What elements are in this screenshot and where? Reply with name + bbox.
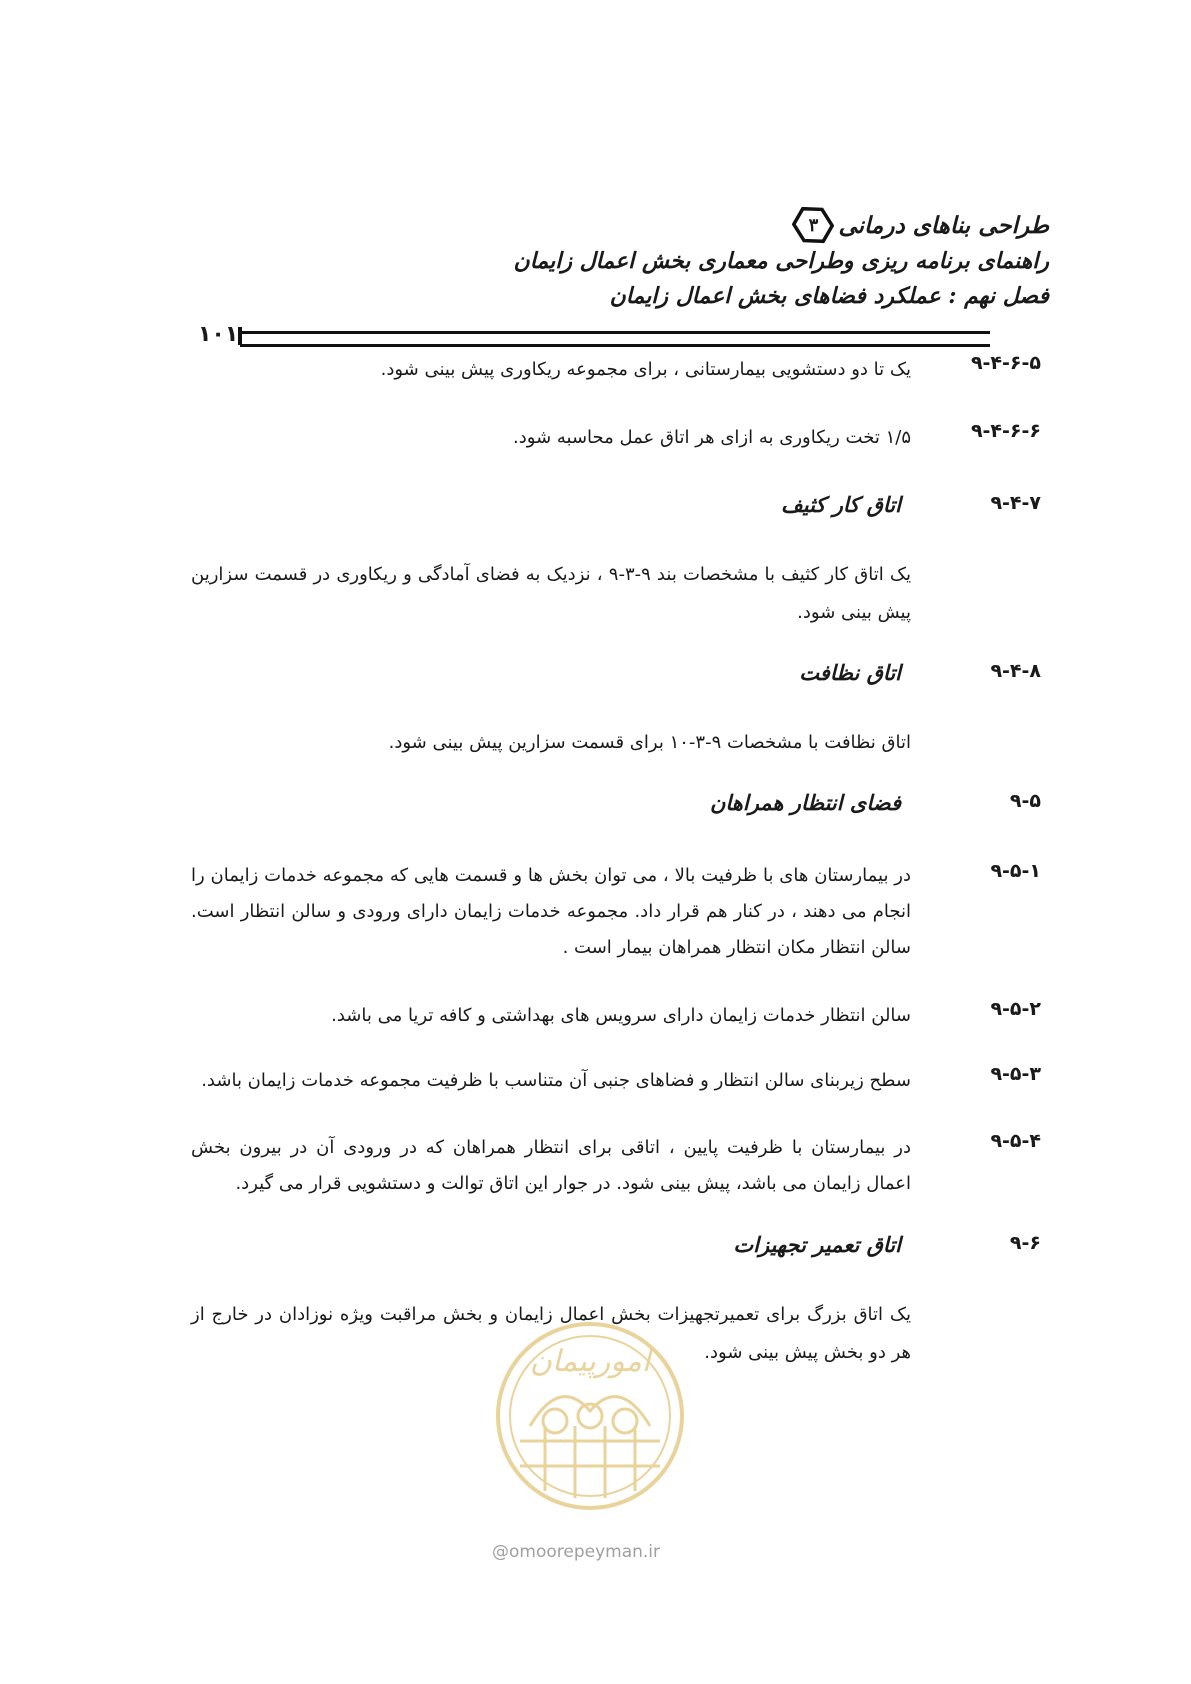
clause-text: سطح زیربنای سالن انتظار و فضاهای جنبی آن متناسب با ظرفیت مجموعه خدمات زایمان باشد. <box>201 1070 911 1091</box>
clause-number: ۹-۴-۶-۵ <box>970 352 1041 374</box>
clause-9-5-4 <box>0 1130 1191 1210</box>
header-rule <box>240 331 990 347</box>
clause-9-5-1 <box>0 858 1191 978</box>
clause-9-4-6-5 <box>0 352 1191 392</box>
paragraph-equipment-repair: یک اتاق بزرگ برای تعمیرتجهیزات بخش اعمال زایمان و بخش مراقبت ویژه نوزادان در خارج از هر دو بخش پیش بینی شود. <box>191 1304 911 1363</box>
watermark-logo-text: امورپیمان <box>529 1344 651 1379</box>
clause-9-5-3 <box>0 1063 1191 1103</box>
paragraph-janitor: اتاق نظافت با مشخصات ۹-۳-۱۰ برای قسمت سزارین پیش بینی شود. <box>388 732 911 753</box>
series-number-badge <box>792 204 834 246</box>
chapter-title: فصل نهم : عملکرد فضاهای بخش اعمال زایمان <box>609 283 1049 309</box>
clause-9-5-2 <box>0 998 1191 1038</box>
clause-9-4-6-6 <box>0 420 1191 460</box>
clause-number: ۹-۵-۲ <box>990 998 1041 1020</box>
series-title <box>792 204 1049 246</box>
section-9-5 <box>0 790 1191 830</box>
series-number: ۳ <box>808 214 819 236</box>
clause-text: ۱/۵ تخت ریکاوری به ازای هر اتاق عمل محاسبه شود. <box>513 427 911 448</box>
watermark-site: @omoorepeyman.ir <box>492 1542 661 1562</box>
section-heading: اتاق تعمیر تجهیزات <box>733 1232 901 1257</box>
header-rule-cap <box>238 327 242 345</box>
section-heading: اتاق نظافت <box>799 660 901 685</box>
clause-text: در بیمارستان با ظرفیت پایین ، اتاقی برای انتظار همراهان که در ورودی آن در بیرون بخش اعمال زایمان می باشد، پیش بینی شود. در جوار این اتاق توالت و دستشویی قرار می گیرد. <box>191 1137 911 1194</box>
section-9-4-7 <box>0 492 1191 532</box>
clause-number: ۹-۵-۱ <box>990 860 1041 882</box>
clause-text: در بیمارستان های با ظرفیت بالا ، می توان بخش ها و قسمت هایی که مجموعه خدمات زایمان را انجام می دهند ، در کنار هم قرار داد. مجموعه خدمات زایمان دارای ورودی و سالن انتظار است. سالن انتظار مکان انتظار همراهان بیمار است . <box>191 865 911 958</box>
section-number: ۹-۶ <box>1009 1232 1041 1254</box>
section-number: ۹-۴-۷ <box>990 492 1041 514</box>
section-heading: اتاق کار کثیف <box>781 492 901 517</box>
section-number: ۹-۵ <box>1009 790 1041 812</box>
clause-number: ۹-۴-۶-۶ <box>970 420 1041 442</box>
clause-number: ۹-۵-۳ <box>990 1063 1041 1085</box>
guide-title: راهنمای برنامه ریزی وطراحی معماری بخش اعمال زایمان <box>513 248 1049 274</box>
watermark-logo-icon <box>490 1316 690 1516</box>
paragraph-dirty-utility: یک اتاق کار کثیف با مشخصات بند ۹-۳-۹ ، نزدیک به فضای آمادگی و ریکاوری در قسمت سزارین پیش بینی شود. <box>191 564 911 623</box>
page-number: ۱۰۱ <box>198 322 239 347</box>
series-title-text: طراحی بناهای درمانی <box>838 211 1049 239</box>
section-heading: فضای انتظار همراهان <box>709 790 901 815</box>
section-number: ۹-۴-۸ <box>990 660 1041 682</box>
clause-text: سالن انتظار خدمات زایمان دارای سرویس های بهداشتی و کافه تریا می باشد. <box>331 1005 911 1026</box>
clause-text: یک تا دو دستشویی بیمارستانی ، برای مجموعه ریکاوری پیش بینی شود. <box>380 359 911 380</box>
section-9-6 <box>0 1232 1191 1272</box>
clause-number: ۹-۵-۴ <box>990 1130 1041 1152</box>
section-9-4-8 <box>0 660 1191 700</box>
